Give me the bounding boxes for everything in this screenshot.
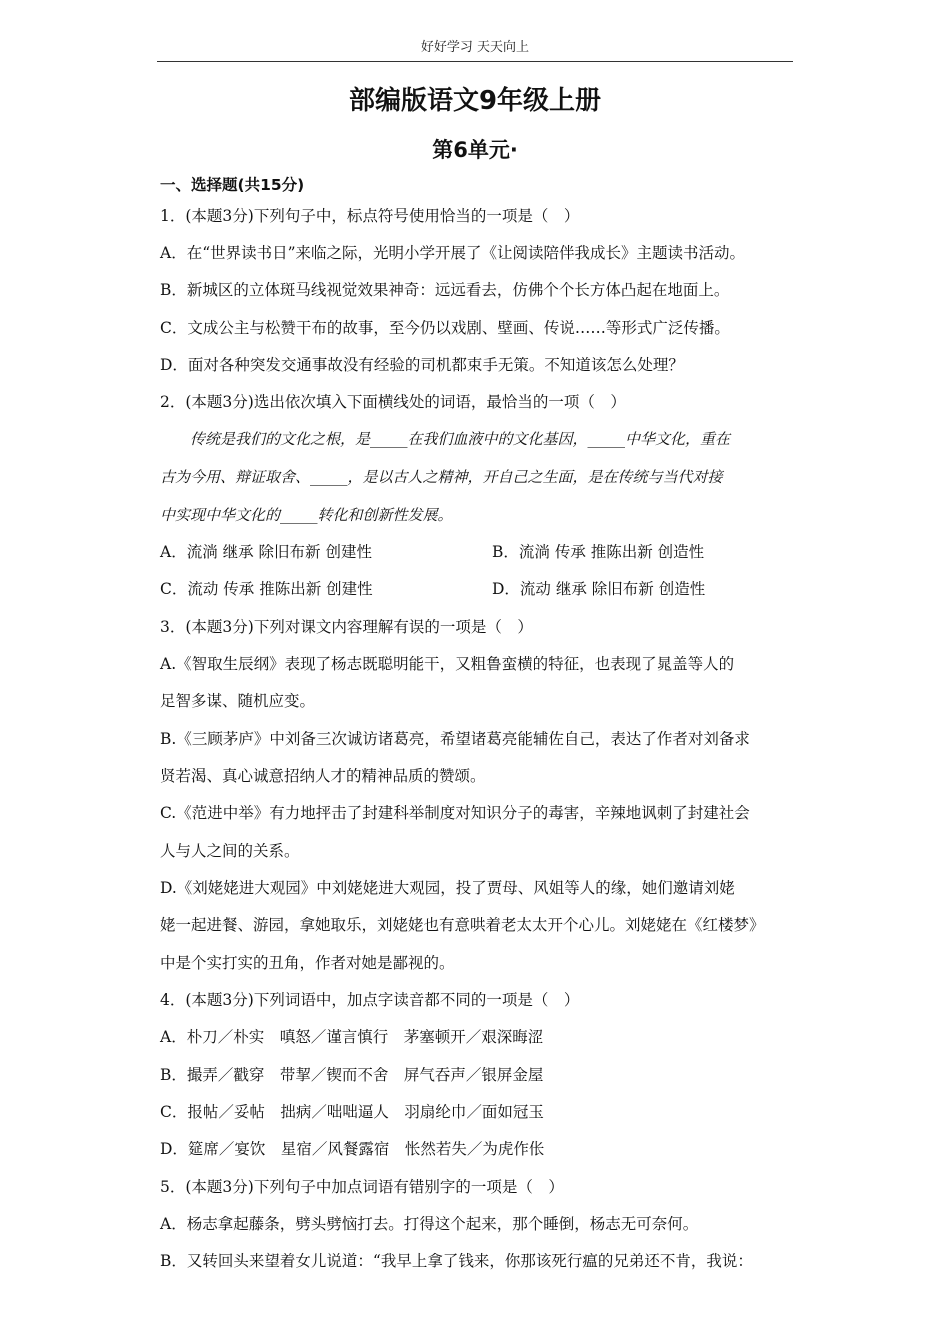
q1-stem: 1．(本题3分)下列句子中，标点符号使用恰当的一项是（ ） <box>160 207 580 225</box>
q5-stem: 5．(本题3分)下列句子中加点词语有错别字的一项是（ ） <box>160 1178 564 1196</box>
page-header: 好好学习 天天向上 <box>420 40 530 55</box>
q3-option-b-line-1: B.《三顾茅庐》中刘备三次诚访诸葛亮，希望诸葛亮能辅佐自己，表达了作者对刘备求 <box>160 730 750 748</box>
unit-subtitle: 第6单元· <box>432 138 518 162</box>
q3-option-b-line-2: 贤若渴、真心诚意招纳人才的精神品质的赞颂。 <box>160 767 486 785</box>
q3-option-d-line-1: D.《刘姥姥进大观园》中刘姥姥进大观园，投了贾母、风姐等人的缘，她们邀请刘姥 <box>160 879 735 897</box>
q4-option-d: D．筵席／宴饮 星宿／风餐露宿 怅然若失／为虎作伥 <box>160 1140 545 1158</box>
q2-option-d: D．流动 继承 除旧布新 创造性 <box>492 580 706 598</box>
section-heading: 一、选择题(共15分) <box>160 176 305 194</box>
q2-stem: 2．(本题3分)选出依次填入下面横线处的词语，最恰当的一项（ ） <box>160 393 626 411</box>
q2-passage-line-3: 中实现中华文化的_____转化和创新性发展。 <box>160 506 453 524</box>
q2-passage-line-2: 古为今用、辩证取舍、_____，是以古人之精神，开自己之生面，是在传统与当代对接 <box>160 468 723 486</box>
q3-option-d-line-2: 姥一起进餐、游园，拿她取乐，刘姥姥也有意哄着老太太开个心儿。刘姥姥在《红楼梦》 <box>160 916 765 934</box>
q4-option-c: C．报帖／妥帖 拙病／咄咄逼人 羽扇纶巾／面如冠玉 <box>160 1103 544 1121</box>
q4-option-a: A．朴刀／朴实 嗔怒／谨言慎行 茅塞顿开／艰深晦涩 <box>160 1028 544 1046</box>
q3-option-c-line-1: C.《范进中举》有力地抨击了封建科举制度对知识分子的毒害，辛辣地讽刺了封建社会 <box>160 804 750 822</box>
q5-option-a: A．杨志拿起藤条，劈头劈恼打去。打得这个起来，那个睡倒，杨志无可奈何。 <box>160 1215 699 1233</box>
q2-option-a: A．流淌 继承 除旧布新 创建性 <box>160 543 372 561</box>
q2-passage-line-1: 传统是我们的文化之根，是_____在我们血液中的文化基因，_____中华文化，重在 <box>160 430 731 448</box>
header-divider <box>157 61 793 62</box>
q1-option-c: C．文成公主与松赞干布的故事，至今仍以戏剧、壁画、传说……等形式广泛传播。 <box>160 319 730 337</box>
q3-option-a-line-1: A.《智取生辰纲》表现了杨志既聪明能干，又粗鲁蛮横的特征，也表现了晁盖等人的 <box>160 655 735 673</box>
q4-option-b: B．撮弄／戳穿 带挈／锲而不舍 屏气吞声／银屏金屋 <box>160 1066 544 1084</box>
document-title: 部编版语文9年级上册 <box>348 86 602 116</box>
q3-option-c-line-2: 人与人之间的关系。 <box>160 842 300 860</box>
q3-option-a-line-2: 足智多谋、随机应变。 <box>160 692 316 710</box>
q2-option-c: C．流动 传承 推陈出新 创建性 <box>160 580 373 598</box>
q2-option-b: B．流淌 传承 推陈出新 创造性 <box>492 543 705 561</box>
q1-option-a: A．在“世界读书日”来临之际，光明小学开展了《让阅读陪伴我成长》主题读书活动。 <box>160 244 746 262</box>
q5-option-b: B．又转回头来望着女儿说道：“我早上拿了钱来，你那该死行瘟的兄弟还不肯，我说： <box>160 1252 753 1270</box>
q1-option-b: B．新城区的立体斑马线视觉效果神奇：远远看去，仿佛个个长方体凸起在地面上。 <box>160 281 730 299</box>
q4-stem: 4．(本题3分)下列词语中，加点字读音都不同的一项是（ ） <box>160 991 580 1009</box>
q1-option-d: D．面对各种突发交通事故没有经验的司机都束手无策。不知道该怎么处理？ <box>160 356 684 374</box>
q3-stem: 3．(本题3分)下列对课文内容理解有误的一项是（ ） <box>160 618 533 636</box>
q3-option-d-line-3: 中是个实打实的丑角，作者对她是鄙视的。 <box>160 954 455 972</box>
